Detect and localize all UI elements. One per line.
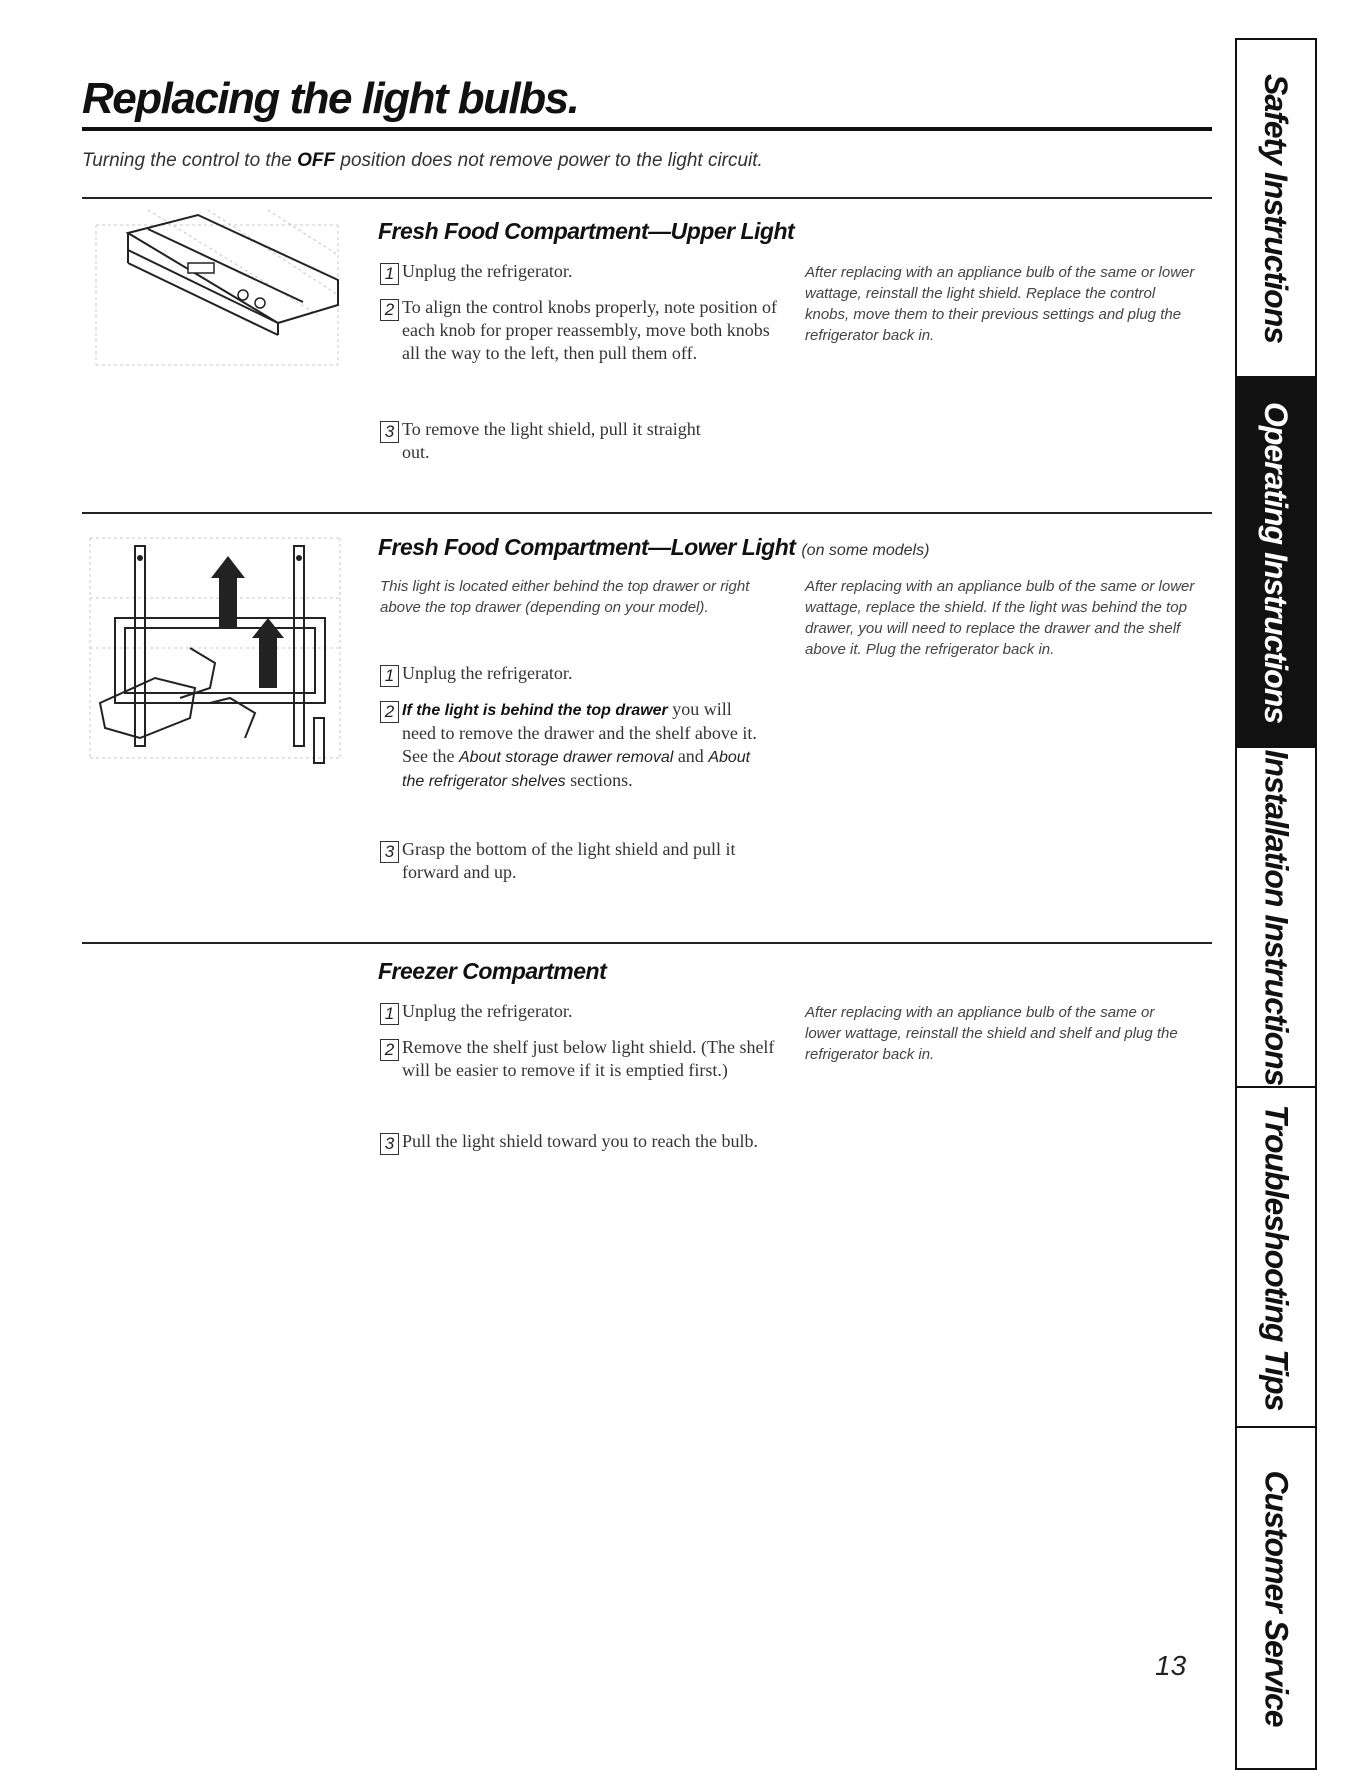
upper-light-illustration (88, 205, 346, 370)
freezer-step-2: 2 Remove the shelf just below light shield. (The shelf will be easier to remove if it is emptied first.) (380, 1036, 790, 1082)
step-number: 1 (380, 665, 399, 687)
lower-location-note: This light is located either behind the top drawer or right above the top drawer (depending on your model). (380, 578, 750, 616)
step-number: 2 (380, 1039, 399, 1061)
lower-light-illustration (80, 528, 350, 764)
tab-troubleshooting-tips[interactable] (1237, 1086, 1315, 1426)
step-number: 2 (380, 701, 399, 723)
page-number: 13 (1155, 1650, 1187, 1681)
tab-label: Installation Instructions (1258, 749, 1295, 1085)
tab-customer-service[interactable] (1237, 1426, 1315, 1768)
off-emphasis: OFF (297, 150, 336, 171)
tab-installation-instructions[interactable] (1237, 746, 1315, 1086)
upper-step-3: 3 To remove the light shield, pull it straight out. (380, 418, 790, 464)
section-tabs (1235, 38, 1317, 1770)
upper-light-heading: Fresh Food Compartment—Upper Light (378, 218, 795, 244)
tab-operating-instructions[interactable] (1237, 376, 1315, 746)
step-number: 1 (380, 1003, 399, 1025)
step-number: 3 (380, 1133, 399, 1155)
tab-label: Safety Instructions (1258, 73, 1295, 343)
freezer-step-3: 3 Pull the light shield toward you to reach the bulb. (380, 1130, 790, 1153)
freezer-after-note: After replacing with an appliance bulb of the same or lower wattage, reinstall the shield and shelf and plug the refrigerator back in. (805, 1004, 1178, 1063)
intro-note: Turning the control to the OFF position does not remove power to the light circuit. (82, 150, 763, 171)
lower-light-heading: Fresh Food Compartment—Lower Light (on some models) (378, 534, 930, 560)
upper-after-note: After replacing with an appliance bulb of the same or lower wattage, reinstall the light shield. Replace the control knobs, move them to their previous settings and plug the refrigerator back in. (805, 264, 1195, 344)
step-number: 1 (380, 263, 399, 285)
upper-step-2: 2 To align the control knobs properly, note position of each knob for proper reassembly, move both knobs all the way to the left, then pull them off. (380, 296, 790, 365)
title-rule (82, 127, 1212, 131)
section-divider (82, 197, 1212, 199)
freezer-heading: Freezer Compartment (378, 958, 607, 984)
tab-label: Operating Instructions (1258, 401, 1295, 723)
lower-step-3: 3 Grasp the bottom of the light shield and pull it forward and up. (380, 838, 790, 884)
lower-after-note: After replacing with an appliance bulb of the same or lower wattage, replace the shield. If the light was behind the top drawer, you will need to replace the drawer and the shelf above it. Plug the refrigerator back in. (805, 578, 1195, 658)
upper-step-1: 1 Unplug the refrigerator. (380, 260, 790, 283)
section-divider (82, 512, 1212, 514)
step-number: 3 (380, 421, 399, 443)
tab-label: Customer Service (1258, 1469, 1295, 1727)
page-title: Replacing the light bulbs. (82, 74, 579, 123)
models-qualifier: (on some models) (801, 542, 930, 559)
freezer-step-1: 1 Unplug the refrigerator. (380, 1000, 790, 1023)
section-divider (82, 942, 1212, 944)
step-number: 2 (380, 299, 399, 321)
tab-safety-instructions[interactable] (1237, 40, 1315, 376)
step-number: 3 (380, 841, 399, 863)
lower-step-2: 2 If the light is behind the top drawer you will need to remove the drawer and the shelf above it. See the About storage drawer removal and About the refrigerator shelves sections. (380, 698, 790, 793)
lower-step-1: 1 Unplug the refrigerator. (380, 662, 790, 685)
tab-label: Troubleshooting Tips (1258, 1104, 1295, 1410)
